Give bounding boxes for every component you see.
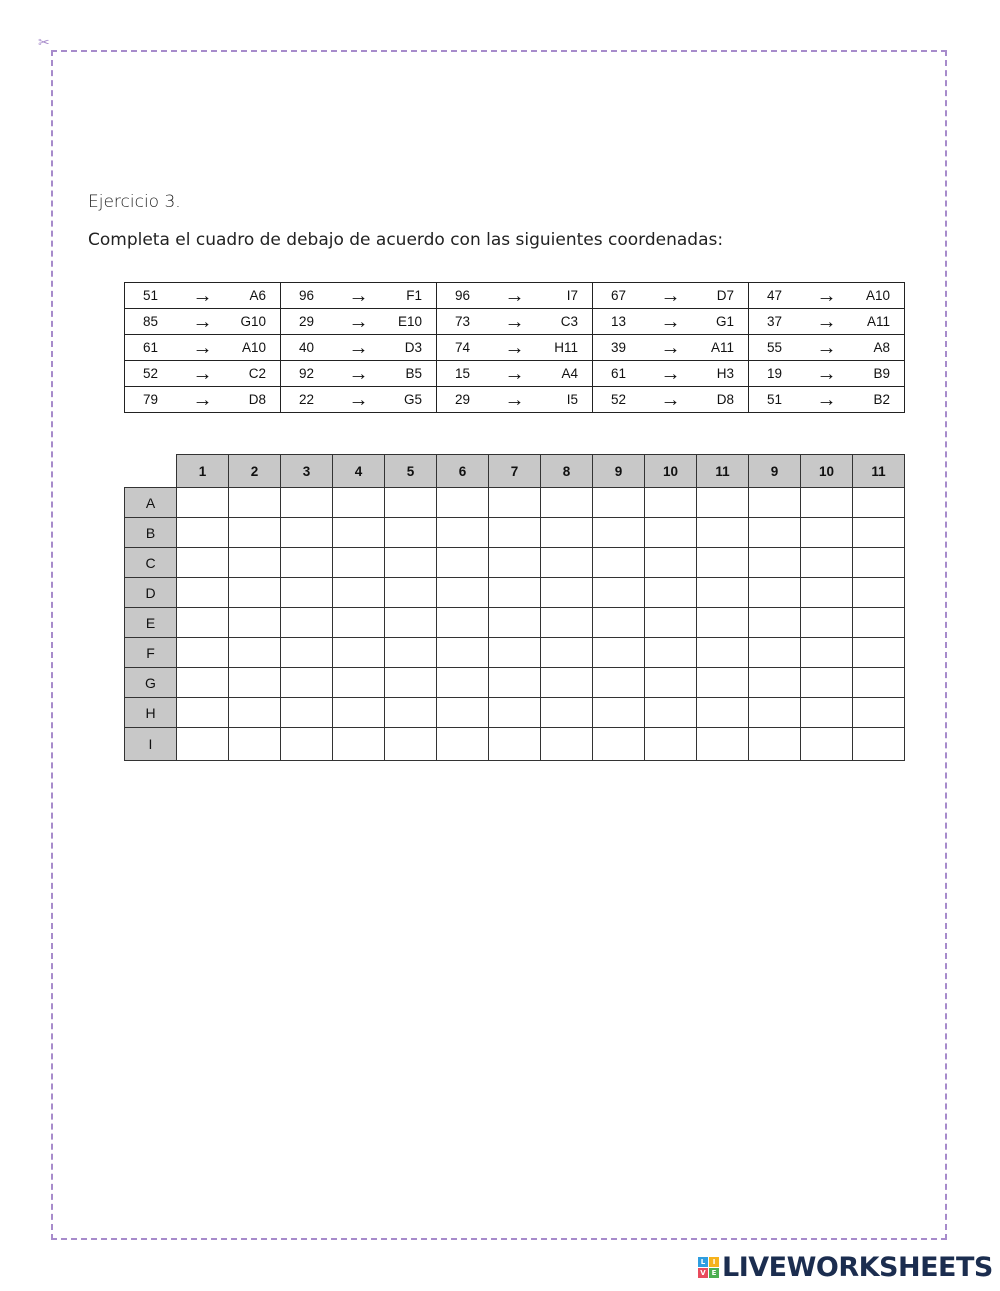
logo-letter-tile: E [709, 1268, 719, 1278]
grid-cell[interactable] [801, 578, 853, 608]
grid-cell[interactable] [697, 578, 749, 608]
grid-cell[interactable] [697, 488, 749, 518]
pair-number: 39 [593, 335, 645, 361]
grid-cell[interactable] [645, 548, 697, 578]
grid-row-header: E [125, 608, 177, 638]
grid-column-header: 4 [333, 455, 385, 488]
grid-cell[interactable] [853, 638, 905, 668]
grid-cell[interactable] [489, 488, 541, 518]
grid-cell[interactable] [437, 518, 489, 548]
arrow-right-icon: → [333, 361, 385, 387]
grid-cell[interactable] [645, 728, 697, 761]
pair-number: 13 [593, 309, 645, 335]
grid-cell[interactable] [229, 728, 281, 761]
grid-cell[interactable] [541, 488, 593, 518]
grid-cell[interactable] [281, 728, 333, 761]
grid-cell[interactable] [801, 698, 853, 728]
grid-row-header: D [125, 578, 177, 608]
pair-number: 79 [125, 387, 177, 413]
grid-cell[interactable] [645, 668, 697, 698]
grid-cell[interactable] [853, 728, 905, 761]
arrow-right-icon: → [333, 387, 385, 413]
grid-cell[interactable] [177, 488, 229, 518]
pair-coordinate: C2 [229, 361, 281, 387]
pair-number: 40 [281, 335, 333, 361]
liveworksheets-logo [698, 1254, 993, 1281]
grid-cell[interactable] [489, 578, 541, 608]
grid-cell[interactable] [177, 548, 229, 578]
pair-number: 51 [125, 283, 177, 309]
pair-number: 61 [125, 335, 177, 361]
grid-cell[interactable] [853, 668, 905, 698]
pair-coordinate: D8 [697, 387, 749, 413]
grid-cell[interactable] [177, 698, 229, 728]
grid-cell[interactable] [593, 518, 645, 548]
arrow-right-icon: → [489, 387, 541, 413]
grid-cell[interactable] [541, 698, 593, 728]
grid-cell[interactable] [437, 608, 489, 638]
grid-cell[interactable] [333, 518, 385, 548]
grid-cell[interactable] [541, 518, 593, 548]
grid-column-header: 11 [697, 455, 749, 488]
grid-cell[interactable] [385, 608, 437, 638]
grid-cell[interactable] [541, 548, 593, 578]
pair-number: 92 [281, 361, 333, 387]
pair-coordinate: A8 [853, 335, 905, 361]
pair-coordinate: B9 [853, 361, 905, 387]
arrow-right-icon: → [489, 361, 541, 387]
grid-column-header: 3 [281, 455, 333, 488]
grid-cell[interactable] [801, 548, 853, 578]
grid-cell[interactable] [697, 728, 749, 761]
grid-cell[interactable] [385, 488, 437, 518]
grid-row [125, 548, 905, 578]
arrow-right-icon: → [333, 335, 385, 361]
grid-cell[interactable] [593, 578, 645, 608]
grid-cell[interactable] [697, 548, 749, 578]
pair-number: 37 [749, 309, 801, 335]
grid-cell[interactable] [541, 578, 593, 608]
grid-cell[interactable] [489, 668, 541, 698]
pair-number: 96 [281, 283, 333, 309]
grid-cell[interactable] [437, 548, 489, 578]
grid-cell[interactable] [437, 638, 489, 668]
grid-cell[interactable] [229, 638, 281, 668]
grid-cell[interactable] [749, 548, 801, 578]
grid-cell[interactable] [489, 518, 541, 548]
grid-cell[interactable] [645, 698, 697, 728]
grid-cell[interactable] [749, 578, 801, 608]
pair-coordinate: A11 [697, 335, 749, 361]
grid-cell[interactable] [541, 638, 593, 668]
grid-cell[interactable] [385, 698, 437, 728]
arrow-right-icon: → [177, 283, 229, 309]
arrow-right-icon: → [645, 283, 697, 309]
arrow-right-icon: → [177, 361, 229, 387]
grid-cell[interactable] [333, 548, 385, 578]
grid-cell[interactable] [229, 608, 281, 638]
exercise-title: Ejercicio 3. [88, 192, 181, 212]
arrow-right-icon: → [801, 283, 853, 309]
grid-cell[interactable] [281, 488, 333, 518]
grid-cell[interactable] [749, 698, 801, 728]
pairs-row [125, 361, 905, 387]
grid-cell[interactable] [437, 698, 489, 728]
arrow-right-icon: → [645, 361, 697, 387]
pair-coordinate: I5 [541, 387, 593, 413]
grid-cell[interactable] [229, 668, 281, 698]
grid-cell[interactable] [489, 548, 541, 578]
arrow-right-icon: → [801, 309, 853, 335]
pair-coordinate: A10 [853, 283, 905, 309]
grid-cell[interactable] [593, 638, 645, 668]
pair-coordinate: D8 [229, 387, 281, 413]
grid-cell[interactable] [697, 518, 749, 548]
grid-cell[interactable] [749, 488, 801, 518]
grid-cell[interactable] [333, 608, 385, 638]
grid-cell[interactable] [281, 518, 333, 548]
arrow-right-icon: → [645, 387, 697, 413]
grid-cell[interactable] [177, 578, 229, 608]
grid-cell[interactable] [437, 728, 489, 761]
grid-row [125, 518, 905, 548]
grid-cell[interactable] [229, 548, 281, 578]
arrow-right-icon: → [801, 335, 853, 361]
grid-cell[interactable] [541, 668, 593, 698]
grid-column-header: 9 [749, 455, 801, 488]
grid-cell[interactable] [333, 488, 385, 518]
pair-number: 15 [437, 361, 489, 387]
pair-number: 55 [749, 335, 801, 361]
grid-cell[interactable] [645, 638, 697, 668]
grid-cell[interactable] [489, 698, 541, 728]
pair-number: 61 [593, 361, 645, 387]
grid-cell[interactable] [749, 668, 801, 698]
grid-column-header: 9 [593, 455, 645, 488]
grid-cell[interactable] [697, 608, 749, 638]
grid-cell[interactable] [177, 518, 229, 548]
liveworksheets-logo-icon [698, 1257, 719, 1278]
pair-coordinate: B2 [853, 387, 905, 413]
grid-cell[interactable] [177, 728, 229, 761]
grid-row [125, 488, 905, 518]
grid-cell[interactable] [645, 518, 697, 548]
grid-cell[interactable] [281, 638, 333, 668]
pair-coordinate: C3 [541, 309, 593, 335]
grid-column-header: 10 [801, 455, 853, 488]
pair-number: 52 [125, 361, 177, 387]
grid-column-header: 2 [229, 455, 281, 488]
grid-cell[interactable] [853, 608, 905, 638]
logo-letter-tile: I [709, 1257, 719, 1267]
grid-cell[interactable] [177, 608, 229, 638]
pair-coordinate: D3 [385, 335, 437, 361]
grid-cell[interactable] [697, 638, 749, 668]
grid-row-header: C [125, 548, 177, 578]
grid-row-header: I [125, 728, 177, 761]
grid-row-header: A [125, 488, 177, 518]
grid-cell[interactable] [229, 518, 281, 548]
instruction-text: Completa el cuadro de debajo de acuerdo con las siguientes coordenadas: [88, 230, 724, 250]
grid-cell[interactable] [593, 548, 645, 578]
pair-number: 19 [749, 361, 801, 387]
grid-cell[interactable] [697, 668, 749, 698]
logo-letter-tile: L [698, 1257, 708, 1267]
grid-cell[interactable] [645, 488, 697, 518]
grid-row [125, 728, 905, 761]
brand-name: LIVEWORKSHEETS [722, 1252, 993, 1283]
grid-cell[interactable] [541, 728, 593, 761]
grid-cell[interactable] [333, 578, 385, 608]
pairs-row [125, 283, 905, 309]
grid-cell[interactable] [541, 608, 593, 638]
pair-coordinate: E10 [385, 309, 437, 335]
grid-row [125, 698, 905, 728]
grid-row [125, 638, 905, 668]
pair-number: 47 [749, 283, 801, 309]
arrow-right-icon: → [801, 387, 853, 413]
grid-cell[interactable] [437, 578, 489, 608]
grid-cell[interactable] [333, 728, 385, 761]
grid-column-header: 11 [853, 455, 905, 488]
grid-cell[interactable] [281, 668, 333, 698]
grid-cell[interactable] [593, 728, 645, 761]
grid-cell[interactable] [385, 518, 437, 548]
grid-cell[interactable] [801, 728, 853, 761]
pair-number: 52 [593, 387, 645, 413]
grid-cell[interactable] [489, 638, 541, 668]
grid-column-header: 7 [489, 455, 541, 488]
grid-cell[interactable] [333, 668, 385, 698]
pair-coordinate: A6 [229, 283, 281, 309]
grid-cell[interactable] [229, 488, 281, 518]
pair-coordinate: A11 [853, 309, 905, 335]
pairs-row [125, 309, 905, 335]
grid-cell[interactable] [177, 638, 229, 668]
pair-coordinate: B5 [385, 361, 437, 387]
grid-column-header: 1 [177, 455, 229, 488]
grid-cell[interactable] [385, 728, 437, 761]
pair-number: 29 [437, 387, 489, 413]
pair-coordinate: F1 [385, 283, 437, 309]
arrow-right-icon: → [489, 335, 541, 361]
pair-number: 51 [749, 387, 801, 413]
pair-coordinate: H3 [697, 361, 749, 387]
grid-cell[interactable] [749, 518, 801, 548]
grid-cell[interactable] [801, 518, 853, 548]
grid-cell[interactable] [593, 668, 645, 698]
pair-coordinate: G10 [229, 309, 281, 335]
grid-cell[interactable] [281, 548, 333, 578]
grid-cell[interactable] [853, 578, 905, 608]
arrow-right-icon: → [177, 309, 229, 335]
grid-column-header: 8 [541, 455, 593, 488]
pair-number: 73 [437, 309, 489, 335]
grid-cell[interactable] [853, 518, 905, 548]
grid-row-header: F [125, 638, 177, 668]
arrow-right-icon: → [645, 309, 697, 335]
pair-coordinate: G1 [697, 309, 749, 335]
logo-letter-tile: V [698, 1268, 708, 1278]
grid-cell[interactable] [229, 578, 281, 608]
grid-cell[interactable] [177, 668, 229, 698]
grid-cell[interactable] [853, 488, 905, 518]
grid-cell[interactable] [489, 728, 541, 761]
grid-column-header: 6 [437, 455, 489, 488]
grid-cell[interactable] [281, 608, 333, 638]
grid-cell[interactable] [697, 698, 749, 728]
grid-cell[interactable] [801, 668, 853, 698]
grid-cell[interactable] [385, 548, 437, 578]
grid-cell[interactable] [645, 578, 697, 608]
pair-number: 22 [281, 387, 333, 413]
grid-cell[interactable] [801, 608, 853, 638]
pair-coordinate: A4 [541, 361, 593, 387]
grid-cell[interactable] [333, 638, 385, 668]
grid-cell[interactable] [437, 488, 489, 518]
grid-cell[interactable] [749, 608, 801, 638]
grid-row [125, 668, 905, 698]
grid-cell[interactable] [801, 638, 853, 668]
grid-row-header: H [125, 698, 177, 728]
grid-cell[interactable] [749, 728, 801, 761]
grid-cell[interactable] [749, 638, 801, 668]
arrow-right-icon: → [333, 283, 385, 309]
arrow-right-icon: → [177, 335, 229, 361]
pairs-row [125, 387, 905, 413]
grid-cell[interactable] [281, 578, 333, 608]
arrow-right-icon: → [489, 283, 541, 309]
grid-cell[interactable] [593, 488, 645, 518]
grid-cell[interactable] [593, 698, 645, 728]
arrow-right-icon: → [801, 361, 853, 387]
arrow-right-icon: → [489, 309, 541, 335]
grid-cell[interactable] [593, 608, 645, 638]
pair-coordinate: A10 [229, 335, 281, 361]
pair-coordinate: D7 [697, 283, 749, 309]
grid-cell[interactable] [385, 578, 437, 608]
grid-row [125, 608, 905, 638]
pair-coordinate: G5 [385, 387, 437, 413]
grid-row [125, 578, 905, 608]
arrow-right-icon: → [645, 335, 697, 361]
grid-cell[interactable] [229, 698, 281, 728]
grid-row-header: G [125, 668, 177, 698]
arrow-right-icon: → [177, 387, 229, 413]
pair-coordinate: H11 [541, 335, 593, 361]
grid-corner [125, 455, 177, 488]
pair-number: 74 [437, 335, 489, 361]
grid-cell[interactable] [645, 608, 697, 638]
arrow-right-icon: → [333, 309, 385, 335]
grid-cell[interactable] [437, 668, 489, 698]
coordinates-table [124, 282, 905, 413]
grid-cell[interactable] [333, 698, 385, 728]
grid-cell[interactable] [853, 698, 905, 728]
grid-cell[interactable] [281, 698, 333, 728]
grid-cell[interactable] [489, 608, 541, 638]
pair-coordinate: I7 [541, 283, 593, 309]
pair-number: 29 [281, 309, 333, 335]
grid-column-header: 5 [385, 455, 437, 488]
grid-cell[interactable] [853, 548, 905, 578]
coordinate-grid [124, 454, 905, 761]
grid-cell[interactable] [385, 638, 437, 668]
pair-number: 67 [593, 283, 645, 309]
pairs-row [125, 335, 905, 361]
pair-number: 96 [437, 283, 489, 309]
grid-cell[interactable] [385, 668, 437, 698]
grid-row-header: B [125, 518, 177, 548]
scissors-icon: ✂ [38, 35, 50, 51]
grid-cell[interactable] [801, 488, 853, 518]
pair-number: 85 [125, 309, 177, 335]
grid-column-header: 10 [645, 455, 697, 488]
